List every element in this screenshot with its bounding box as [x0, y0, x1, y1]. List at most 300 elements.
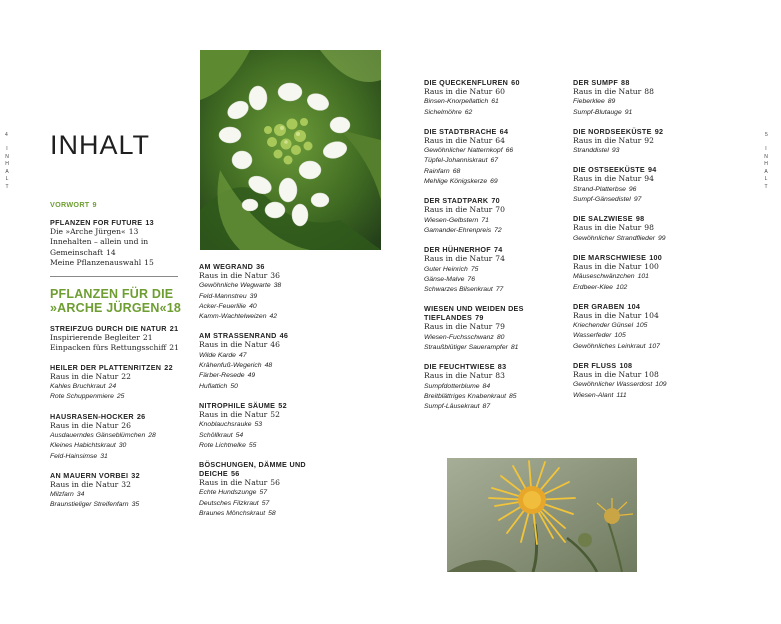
toc-page-number: 107 [648, 342, 660, 350]
toc-page-number: 49 [247, 372, 256, 380]
toc-entry[interactable] [50, 480, 185, 490]
toc-entry[interactable] [424, 322, 554, 332]
toc-plant-entry[interactable] [199, 351, 319, 361]
toc-section-heading[interactable] [424, 78, 554, 87]
toc-entry-title: Braunes Mönchskraut [199, 510, 266, 518]
toc-entry[interactable] [50, 258, 185, 268]
toc-page-number: 21 [169, 324, 179, 334]
toc-entry[interactable] [50, 227, 185, 237]
toc-column-3 [424, 78, 554, 413]
toc-section-heading[interactable] [573, 361, 703, 370]
toc-page-number: 57 [261, 499, 270, 507]
toc-page-number: 42 [269, 313, 278, 321]
toc-column-4 [573, 78, 703, 401]
toc-entry-title: NITROPHILE SÄUME [199, 400, 276, 410]
toc-entry-title: Rote Schuppenmiere [50, 393, 114, 401]
toc-plant-entry[interactable] [573, 234, 703, 244]
toc-plant-entry[interactable] [424, 108, 554, 118]
toc-page-number: 87 [482, 403, 491, 411]
toc-plant-entry[interactable] [50, 500, 185, 510]
toc-plant-entry[interactable] [199, 292, 319, 302]
toc-entry-title: Gänse-Malve [424, 275, 465, 283]
toc-plant-entry[interactable] [424, 226, 554, 236]
toc-page-number: 39 [249, 292, 258, 300]
side-label-letter: H [5, 161, 9, 167]
toc-plant-entry[interactable] [199, 302, 319, 312]
toc-entry-title: Raus in die Natur [424, 322, 493, 332]
toc-section-heading[interactable] [424, 196, 554, 205]
toc-entry[interactable] [424, 254, 554, 264]
side-label-letter: I [765, 146, 767, 152]
toc-page-number: 94 [648, 165, 657, 175]
toc-page-number: 55 [248, 441, 257, 449]
toc-plant-entry[interactable] [573, 195, 703, 205]
toc-entry-title: Wasserfeder [573, 332, 612, 340]
toc-entry[interactable] [573, 87, 703, 97]
toc-page-number: 109 [655, 381, 667, 389]
toc-plant-entry[interactable] [424, 333, 554, 343]
toc-entry-title: Raus in die Natur [50, 420, 119, 430]
toc-entry-title: HEILER DER PLATTENRITZEN [50, 362, 162, 372]
toc-entry[interactable] [424, 136, 554, 146]
toc-page-number: 99 [657, 234, 666, 242]
toc-page-number: 68 [452, 167, 461, 175]
toc-page-number: 36 [270, 271, 280, 280]
toc-entry-title: Gamander-Ehrenpreis [424, 226, 492, 234]
toc-page-number: 56 [270, 478, 280, 488]
toc-page-number: 34 [76, 491, 85, 499]
toc-page-number: 64 [499, 126, 509, 136]
toc-section-heading[interactable] [50, 363, 185, 372]
toc-plant-entry[interactable] [199, 509, 319, 519]
toc-entry-title: Schöllkraut [199, 431, 233, 439]
toc-entry-title: BÖSCHUNGEN, DÄMME UND DEICHE [199, 460, 306, 479]
toc-page-number: 47 [238, 351, 247, 359]
toc-entry-title: Gewöhnlicher Strandflieder [573, 234, 655, 242]
toc-entry-title: Mäuseschwänzchen [573, 273, 635, 281]
toc-plant-entry[interactable] [424, 343, 554, 353]
toc-section-heading[interactable] [424, 362, 554, 371]
toc-page-number: 84 [482, 382, 491, 390]
toc-page-number: 70 [491, 196, 500, 206]
toc-entry-title: Knoblauchsrauke [199, 421, 252, 429]
toc-entry-title: Kleines Habichtskraut [50, 442, 116, 450]
toc-page-number: 21 [142, 333, 153, 343]
toc-entry-title: Sichelmöhre [424, 108, 462, 116]
toc-page-number: 101 [637, 273, 649, 281]
side-label-letter: A [764, 168, 768, 175]
toc-entry-title: Gewöhnliche Wegwarte [199, 282, 271, 290]
toc-page-number: 21 [169, 343, 179, 353]
toc-entry-title: DIE SALZWIESE [573, 214, 633, 224]
toc-page-number: 105 [614, 332, 626, 340]
toc-page-number: 32 [131, 470, 140, 480]
toc-plant-entry[interactable] [573, 146, 703, 156]
toc-entry-title: DER HÜHNERHOF [424, 245, 491, 255]
toc-plant-entry[interactable] [573, 272, 703, 282]
toc-plant-entry[interactable] [50, 452, 185, 462]
toc-entry-title: Milzfarn [50, 491, 74, 499]
toc-entry-title: Wiesen-Gelbstern [424, 216, 479, 224]
toc-page-number: 94 [644, 174, 654, 184]
toc-entry-title: Raus in die Natur [573, 135, 642, 145]
toc-entry-title: Färber-Resede [199, 372, 245, 380]
toc-entry-title: Raus in die Natur [50, 479, 119, 489]
toc-entry-title: STREIFZUG DURCH DIE NATUR [50, 324, 167, 334]
toc-plant-entry[interactable] [199, 499, 319, 509]
toc-page-number: 100 [649, 252, 663, 262]
toc-entry[interactable] [50, 372, 185, 382]
toc-page-number: 92 [654, 126, 664, 136]
toc-entry-title: Wiesen-Fuchsschwanz [424, 333, 494, 341]
toc-page-number: 14 [106, 247, 116, 257]
toc-plant-entry[interactable] [573, 185, 703, 195]
toc-page-number: 104 [627, 301, 641, 311]
toc-page-number: 72 [494, 226, 502, 234]
toc-entry[interactable] [573, 174, 703, 184]
toc-entry[interactable] [50, 237, 185, 258]
toc-entry[interactable] [199, 271, 319, 281]
toc-plant-entry[interactable] [199, 361, 319, 371]
toc-entry-title: Einpacken fürs Rettungsschiff [50, 343, 167, 353]
toc-page-number: 50 [230, 382, 238, 390]
toc-section-heading[interactable] [424, 127, 554, 136]
toc-section-heading[interactable] [424, 304, 554, 322]
toc-plant-entry[interactable] [199, 488, 319, 498]
toc-plant-entry[interactable] [424, 402, 554, 412]
toc-entry-title: Guter Heinrich [424, 265, 468, 273]
toc-entry-title: Straußblütiger Sauerampfer [424, 344, 508, 352]
side-label-letter: L [5, 176, 9, 182]
toc-page-number: 56 [230, 469, 240, 479]
toc-section-heading[interactable] [573, 302, 703, 311]
toc-plant-entry[interactable] [199, 420, 319, 430]
toc-entry[interactable] [199, 478, 319, 488]
toc-plant-entry[interactable] [424, 177, 554, 187]
side-label-right [763, 146, 769, 191]
toc-entry[interactable] [573, 311, 703, 321]
toc-page-number: 31 [100, 452, 108, 460]
toc-section-heading[interactable] [573, 78, 703, 87]
side-label-letter: H [764, 161, 768, 167]
toc-entry-title: Raus in die Natur [199, 340, 268, 350]
toc-page-number: 60 [511, 78, 520, 87]
toc-page-number: 92 [644, 135, 654, 145]
toc-page-number: 26 [121, 420, 131, 430]
toc-page-number: 85 [509, 392, 517, 400]
page-number-right: 5 [765, 132, 768, 138]
toc-page-number: 54 [235, 431, 244, 439]
toc-entry[interactable] [424, 205, 554, 215]
toc-section-heading[interactable] [573, 253, 703, 262]
toc-entry-title: Meine Pflanzenauswahl [50, 257, 142, 267]
toc-entry-title: Raus in die Natur [424, 87, 493, 96]
toc-entry-title: Echte Hundszunge [199, 489, 257, 497]
toc-page-number: 60 [495, 87, 505, 96]
toc-entry[interactable] [50, 333, 185, 343]
toc-entry-title: Raus in die Natur [573, 261, 642, 271]
toc-page-number: 83 [497, 362, 507, 372]
toc-entry-title: Kahles Bruchkraut [50, 383, 106, 391]
side-label-letter: T [5, 183, 9, 190]
toc-entry-title: Raus in die Natur [573, 223, 642, 233]
toc-page-number: 15 [144, 257, 154, 267]
toc-page-number: 13 [145, 218, 154, 227]
toc-page-number: 93 [611, 147, 620, 155]
toc-entry-title: Sumpf-Gänsedistel [573, 196, 631, 204]
toc-entry-title: Kamm-Wachtelweizen [199, 313, 267, 321]
toc-page-number: 98 [635, 214, 645, 224]
toc-section-heading[interactable] [199, 460, 319, 478]
toc-entry-title: Die »Arche Jürgen« [50, 227, 126, 236]
side-label-letter: I [6, 146, 8, 152]
toc-entry[interactable] [50, 343, 185, 353]
toc-page-number: 105 [636, 322, 648, 330]
toc-page-number: 108 [644, 370, 659, 380]
toc-entry-title: DIE STADTBRACHE [424, 126, 497, 136]
toc-page-number: 22 [121, 371, 131, 381]
toc-entry-title: Strand-Platterbse [573, 185, 626, 193]
toc-page-number: 26 [136, 411, 146, 421]
toc-page-number: 13 [128, 227, 139, 236]
toc-entry-title: Ausdauerndes Gänseblümchen [50, 431, 146, 439]
toc-entry-title: Inspirierende Begleiter [50, 333, 140, 343]
toc-entry[interactable] [199, 340, 319, 350]
toc-page-number: 71 [481, 216, 489, 224]
toc-page-number: 57 [259, 489, 267, 497]
toc-entry-title: DIE QUECKENFLUREN [424, 78, 509, 87]
toc-entry[interactable] [573, 370, 703, 380]
toc-entry-title: Raus in die Natur [573, 87, 642, 96]
toc-entry-title: DIE OSTSEEKÜSTE [573, 165, 645, 175]
toc-page-number: 67 [490, 157, 499, 165]
toc-page-number: 74 [494, 245, 503, 255]
toc-page-number: 75 [470, 265, 479, 273]
toc-page-number: 74 [495, 254, 505, 264]
toc-entry-title: Wilde Karde [199, 351, 236, 359]
toc-page-number: 104 [644, 310, 659, 320]
toc-entry-title: Raus in die Natur [199, 409, 268, 419]
toc-section-heading[interactable] [50, 287, 185, 315]
toc-page-number: 77 [495, 286, 504, 294]
toc-page-number: 58 [268, 510, 276, 518]
toc-section-heading[interactable] [50, 324, 185, 333]
toc-plant-entry[interactable] [199, 441, 319, 451]
toc-page-number: 52 [270, 409, 280, 419]
toc-plant-entry[interactable] [424, 97, 554, 107]
toc-page-number: 28 [148, 431, 156, 439]
toc-plant-entry[interactable] [573, 108, 703, 118]
toc-plant-entry[interactable] [573, 342, 703, 352]
toc-page-number: 46 [270, 340, 280, 350]
toc-entry-title: Raus in die Natur [424, 135, 493, 145]
toc-page-number: 88 [644, 87, 654, 96]
toc-column-1 [50, 200, 185, 511]
toc-entry-title: Breitblättriges Knabenkraut [424, 392, 506, 400]
toc-entry[interactable] [424, 87, 554, 97]
toc-page-number: 98 [644, 223, 654, 233]
toc-page-number: 25 [116, 393, 125, 401]
toc-entry-title: DIE NORDSEEKÜSTE [573, 126, 652, 136]
toc-page-number: 9 [92, 200, 97, 209]
toc-page-number: 79 [495, 322, 505, 332]
side-label-letter: L [764, 176, 768, 182]
toc-entry-title: Erdbeer-Klee [573, 283, 613, 291]
toc-entry-title: Mehlige Königskerze [424, 178, 488, 186]
toc-page-number: 53 [254, 421, 263, 429]
toc-entry-title: Gewöhnlicher Natternkopf [424, 147, 503, 155]
toc-plant-entry[interactable] [424, 382, 554, 392]
toc-section-heading[interactable] [50, 471, 185, 480]
toc-entry-title: DER FLUSS [573, 361, 617, 371]
side-label-letter: T [764, 183, 768, 190]
toc-entry-title: Rainfarn [424, 167, 450, 175]
toc-entry-title: DIE MARSCHWIESE [573, 252, 647, 262]
toc-page-number: 108 [619, 361, 633, 371]
toc-entry-title: Sumpf-Blutauge [573, 108, 622, 116]
toc-page-number: 62 [464, 108, 473, 116]
toc-page-number: 83 [495, 371, 505, 381]
toc-plant-entry[interactable] [199, 431, 319, 441]
toc-entry-title: DIE FEUCHTWIESE [424, 362, 495, 372]
side-label-letter: A [5, 168, 9, 175]
toc-entry-title: Wiesen-Alant [573, 391, 614, 399]
toc-section-heading[interactable] [573, 165, 703, 174]
toc-entry-title: Acker-Feuerlilie [199, 302, 247, 310]
toc-entry-title: WIESEN UND WEIDEN DES TIEFLANDES [424, 304, 524, 323]
toc-plant-entry[interactable] [424, 392, 554, 402]
toc-page-number: 111 [616, 391, 627, 399]
toc-page-number: 100 [644, 261, 659, 271]
toc-entry-title: DER SUMPF [573, 78, 619, 87]
white-flowers-illustration [200, 50, 381, 250]
toc-page-number: 88 [621, 78, 630, 87]
toc-entry-title: Gewöhnlicher Wasserdost [573, 381, 653, 389]
photo-white-flowers [200, 50, 381, 250]
side-label-letter: N [764, 153, 768, 160]
toc-page-number: 46 [279, 331, 289, 341]
toc-plant-entry[interactable] [424, 285, 554, 295]
photo-yellow-flower [447, 458, 637, 572]
toc-entry-title: DER GRABEN [573, 301, 625, 311]
toc-plant-entry[interactable] [573, 97, 703, 107]
toc-page-number: 35 [131, 501, 140, 509]
toc-entry-title: Braunstieliger Streifenfarn [50, 501, 129, 509]
toc-plant-entry[interactable] [424, 156, 554, 166]
toc-plant-entry[interactable] [50, 392, 185, 402]
toc-page-number: 97 [633, 196, 642, 204]
toc-plant-entry[interactable] [573, 331, 703, 341]
toc-entry-title: Raus in die Natur [573, 174, 642, 184]
toc-page-number: 40 [249, 302, 257, 310]
toc-page-number: 61 [491, 98, 499, 106]
toc-plant-entry[interactable] [573, 380, 703, 390]
toc-section-heading[interactable] [50, 412, 185, 421]
page-number-left: 4 [5, 132, 8, 138]
toc-page-number: 64 [495, 135, 505, 145]
toc-page-number: 24 [108, 383, 117, 391]
toc-section-heading[interactable] [50, 200, 185, 209]
toc-entry-title: Gewöhnliches Leinkraut [573, 342, 646, 350]
toc-page-number: 80 [496, 333, 505, 341]
toc-entry-title: AM STRASSENRAND [199, 331, 277, 341]
toc-entry-title: Sumpf-Läusekraut [424, 403, 480, 411]
toc-plant-entry[interactable] [199, 281, 319, 291]
toc-page-number: 91 [624, 108, 633, 116]
toc-plant-entry[interactable] [573, 283, 703, 293]
toc-entry[interactable] [573, 223, 703, 233]
toc-page-number: 32 [121, 479, 131, 489]
toc-plant-entry[interactable] [573, 321, 703, 331]
toc-entry-title: Huflattich [199, 382, 228, 390]
toc-entry-title: Raus in die Natur [199, 271, 268, 280]
toc-entry-title: AM WEGRAND [199, 262, 254, 271]
toc-entry-title: PFLANZEN FOR FUTURE [50, 218, 143, 227]
toc-entry-title: HAUSRASEN-HOCKER [50, 411, 134, 421]
toc-plant-entry[interactable] [424, 275, 554, 285]
toc-plant-entry[interactable] [424, 265, 554, 275]
page-title: INHALT [50, 130, 151, 160]
toc-section-heading[interactable] [573, 127, 703, 136]
toc-entry-title: Sumpfdotterblume [424, 382, 480, 390]
toc-page-number: 102 [615, 283, 628, 291]
toc-page-number: 70 [495, 205, 505, 215]
toc-plant-entry[interactable] [199, 382, 319, 392]
toc-entry-title: Binsen-Knorpellattich [424, 98, 489, 106]
toc-plant-entry[interactable] [50, 490, 185, 500]
toc-entry[interactable] [424, 371, 554, 381]
toc-entry-title: Raus in die Natur [50, 371, 119, 381]
toc-section-heading[interactable] [424, 245, 554, 254]
toc-section-heading[interactable] [199, 262, 319, 271]
toc-entry-title: Rote Lichtnelke [199, 441, 246, 449]
toc-page-number: 81 [510, 344, 519, 352]
toc-page-number: 79 [475, 313, 484, 323]
toc-entry-title: Raus in die Natur [199, 478, 268, 488]
side-label-letter: N [5, 153, 9, 160]
toc-plant-entry[interactable] [424, 167, 554, 177]
toc-plant-entry[interactable] [424, 216, 554, 226]
toc-page-number: 30 [118, 442, 127, 450]
toc-page-number: 66 [505, 147, 514, 155]
toc-entry-title: DER STADTPARK [424, 196, 489, 206]
toc-plant-entry[interactable] [424, 146, 554, 156]
toc-plant-entry[interactable] [199, 312, 319, 322]
yellow-flower-illustration [447, 458, 637, 572]
toc-entry[interactable] [199, 410, 319, 420]
toc-section-heading[interactable] [50, 218, 185, 227]
toc-entry-title: Raus in die Natur [573, 370, 642, 380]
toc-plant-entry[interactable] [50, 382, 185, 392]
toc-plant-entry[interactable] [50, 431, 185, 441]
toc-plant-entry[interactable] [199, 371, 319, 381]
toc-section-heading[interactable] [199, 401, 319, 410]
toc-section-heading[interactable] [199, 331, 319, 340]
toc-page-number: 76 [467, 275, 475, 283]
toc-entry-title: Kriechender Günsel [573, 322, 634, 330]
toc-entry[interactable] [573, 136, 703, 146]
toc-section-heading[interactable] [573, 214, 703, 223]
toc-plant-entry[interactable] [50, 441, 185, 451]
toc-page-number: 38 [273, 282, 282, 290]
toc-page-number: 48 [264, 362, 273, 370]
toc-entry[interactable] [573, 262, 703, 272]
toc-entry[interactable] [50, 421, 185, 431]
side-label-left [4, 146, 10, 191]
toc-plant-entry[interactable] [573, 391, 703, 401]
toc-entry-title: Raus in die Natur [424, 205, 493, 215]
toc-entry-title: Feld-Hainsimse [50, 452, 98, 460]
